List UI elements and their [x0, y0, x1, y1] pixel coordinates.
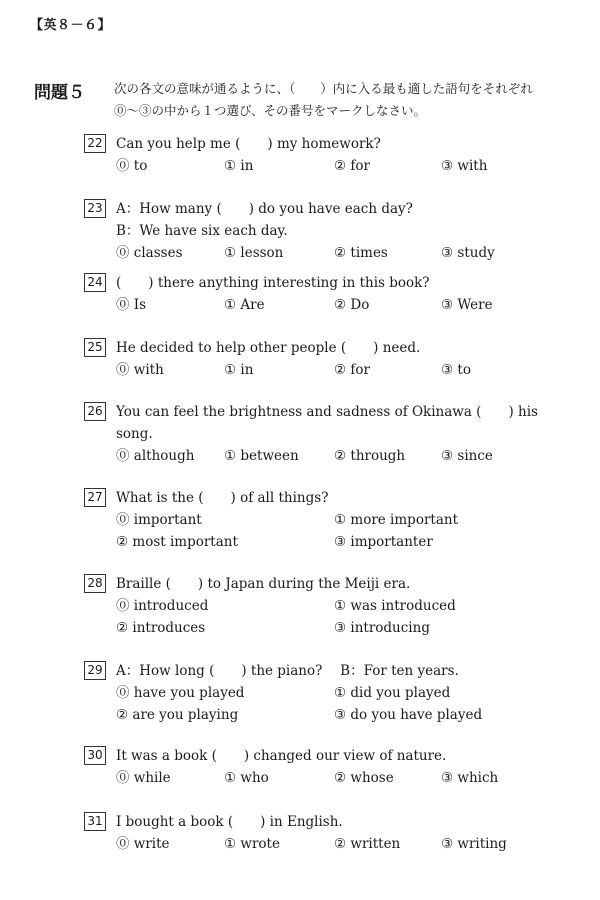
question-29	[84, 660, 574, 726]
answer-option[interactable]: ⓪ although	[116, 448, 195, 464]
question-text: It was a book ( ) changed our view of nature.	[116, 748, 447, 764]
answer-option[interactable]: ① between	[224, 448, 299, 464]
answer-option[interactable]: ② whose	[334, 770, 394, 786]
answer-option[interactable]: ⓪ Is	[116, 297, 147, 313]
page-label: 【英８－６】	[30, 18, 112, 33]
answer-option[interactable]: ② most important	[116, 534, 238, 550]
answer-option[interactable]: ③ with	[441, 158, 488, 174]
answer-option[interactable]: ① in	[224, 158, 254, 174]
question-text: Braille ( ) to Japan during the Meiji era.	[116, 576, 411, 592]
answer-option[interactable]: ② for	[334, 362, 370, 378]
answer-option[interactable]: ① Are	[224, 297, 265, 313]
instruction-line-1: 次の各文の意味が通るように、（ ）内に入る最も適した語句をそれぞれ	[114, 81, 533, 96]
answer-option[interactable]: ① more important	[334, 512, 458, 528]
answer-options	[84, 833, 574, 855]
section-title: 問題５	[34, 83, 85, 103]
question-number-box: 27	[84, 488, 106, 507]
question-30	[84, 745, 574, 789]
question-text: A：How many ( ) do you have each day?	[116, 201, 413, 217]
question-text-line	[84, 745, 574, 767]
answer-option[interactable]: ① was introduced	[334, 598, 456, 614]
question-text: B：We have six each day.	[116, 223, 288, 239]
question-number-box: 29	[84, 661, 106, 680]
question-text-line	[84, 272, 574, 294]
question-text-line	[84, 573, 574, 595]
question-text: I bought a book ( ) in English.	[116, 814, 343, 830]
question-text-line	[84, 423, 574, 445]
answer-option[interactable]: ② are you playing	[116, 707, 239, 723]
answer-option[interactable]: ⓪ introduced	[116, 598, 209, 614]
question-number-box: 23	[84, 199, 106, 218]
answer-options	[84, 509, 574, 553]
question-text: What is the ( ) of all things?	[116, 490, 329, 506]
answer-option[interactable]: ⓪ write	[116, 836, 170, 852]
answer-option[interactable]: ① wrote	[224, 836, 280, 852]
answer-options	[84, 242, 574, 264]
question-text-line	[84, 133, 574, 155]
question-text: He decided to help other people ( ) need.	[116, 340, 421, 356]
answer-option[interactable]: ⓪ important	[116, 512, 202, 528]
question-number-box: 30	[84, 746, 106, 765]
question-number-box: 25	[84, 338, 106, 357]
question-number-box: 26	[84, 402, 106, 421]
answer-option[interactable]: ⓪ have you played	[116, 685, 245, 701]
question-31	[84, 811, 574, 855]
question-number-box: 28	[84, 574, 106, 593]
answer-options	[84, 595, 574, 639]
question-text-line	[84, 487, 574, 509]
question-23	[84, 198, 574, 264]
question-text-line	[84, 337, 574, 359]
answer-option[interactable]: ⓪ with	[116, 362, 164, 378]
question-text: Can you help me ( ) my homework?	[116, 136, 381, 152]
question-text-line	[84, 811, 574, 833]
question-text: ( ) there anything interesting in this book?	[116, 275, 430, 291]
answer-option[interactable]: ② through	[334, 448, 406, 464]
answer-option[interactable]: ② for	[334, 158, 370, 174]
answer-option[interactable]: ① in	[224, 362, 254, 378]
answer-option[interactable]: ② introduces	[116, 620, 206, 636]
answer-option[interactable]: ② written	[334, 836, 401, 852]
question-number-box: 31	[84, 812, 106, 831]
question-number-box: 24	[84, 273, 106, 292]
question-text-line	[84, 198, 574, 220]
question-text-line	[84, 660, 574, 682]
answer-option[interactable]: ③ which	[441, 770, 499, 786]
answer-option[interactable]: ⓪ to	[116, 158, 148, 174]
answer-option[interactable]: ⓪ classes	[116, 245, 183, 261]
question-text-line	[84, 220, 574, 242]
question-24	[84, 272, 574, 316]
answer-option[interactable]: ③ introducing	[334, 620, 430, 636]
answer-option[interactable]: ① did you played	[334, 685, 451, 701]
section-instruction	[114, 78, 594, 122]
answer-option[interactable]: ③ since	[441, 448, 493, 464]
answer-option[interactable]: ③ Were	[441, 297, 493, 313]
answer-option[interactable]: ② times	[334, 245, 388, 261]
question-27	[84, 487, 574, 553]
answer-options	[84, 359, 574, 381]
question-28	[84, 573, 574, 639]
question-number-box: 22	[84, 134, 106, 153]
answer-option[interactable]: ① who	[224, 770, 269, 786]
answer-option[interactable]: ③ to	[441, 362, 471, 378]
answer-options	[84, 155, 574, 177]
answer-option[interactable]: ② Do	[334, 297, 370, 313]
answer-options	[84, 294, 574, 316]
answer-option[interactable]: ① lesson	[224, 245, 284, 261]
answer-option[interactable]: ③ importanter	[334, 534, 433, 550]
answer-option[interactable]: ⓪ while	[116, 770, 171, 786]
answer-options	[84, 445, 574, 467]
answer-option[interactable]: ③ study	[441, 245, 495, 261]
question-text: song.	[116, 426, 153, 442]
answer-option[interactable]: ③ do you have played	[334, 707, 483, 723]
question-text: You can feel the brightness and sadness of Okinawa ( ) his	[116, 404, 538, 420]
question-text: A：How long ( ) the piano? B：For ten years.	[116, 663, 459, 679]
instruction-line-2: ⓪～③の中から１つ選び、その番号をマークしなさい。	[114, 103, 427, 118]
answer-options	[84, 682, 574, 726]
question-25	[84, 337, 574, 381]
answer-option[interactable]: ③ writing	[441, 836, 507, 852]
question-text-line	[84, 401, 574, 423]
question-22	[84, 133, 574, 177]
question-26	[84, 401, 574, 467]
answer-options	[84, 767, 574, 789]
